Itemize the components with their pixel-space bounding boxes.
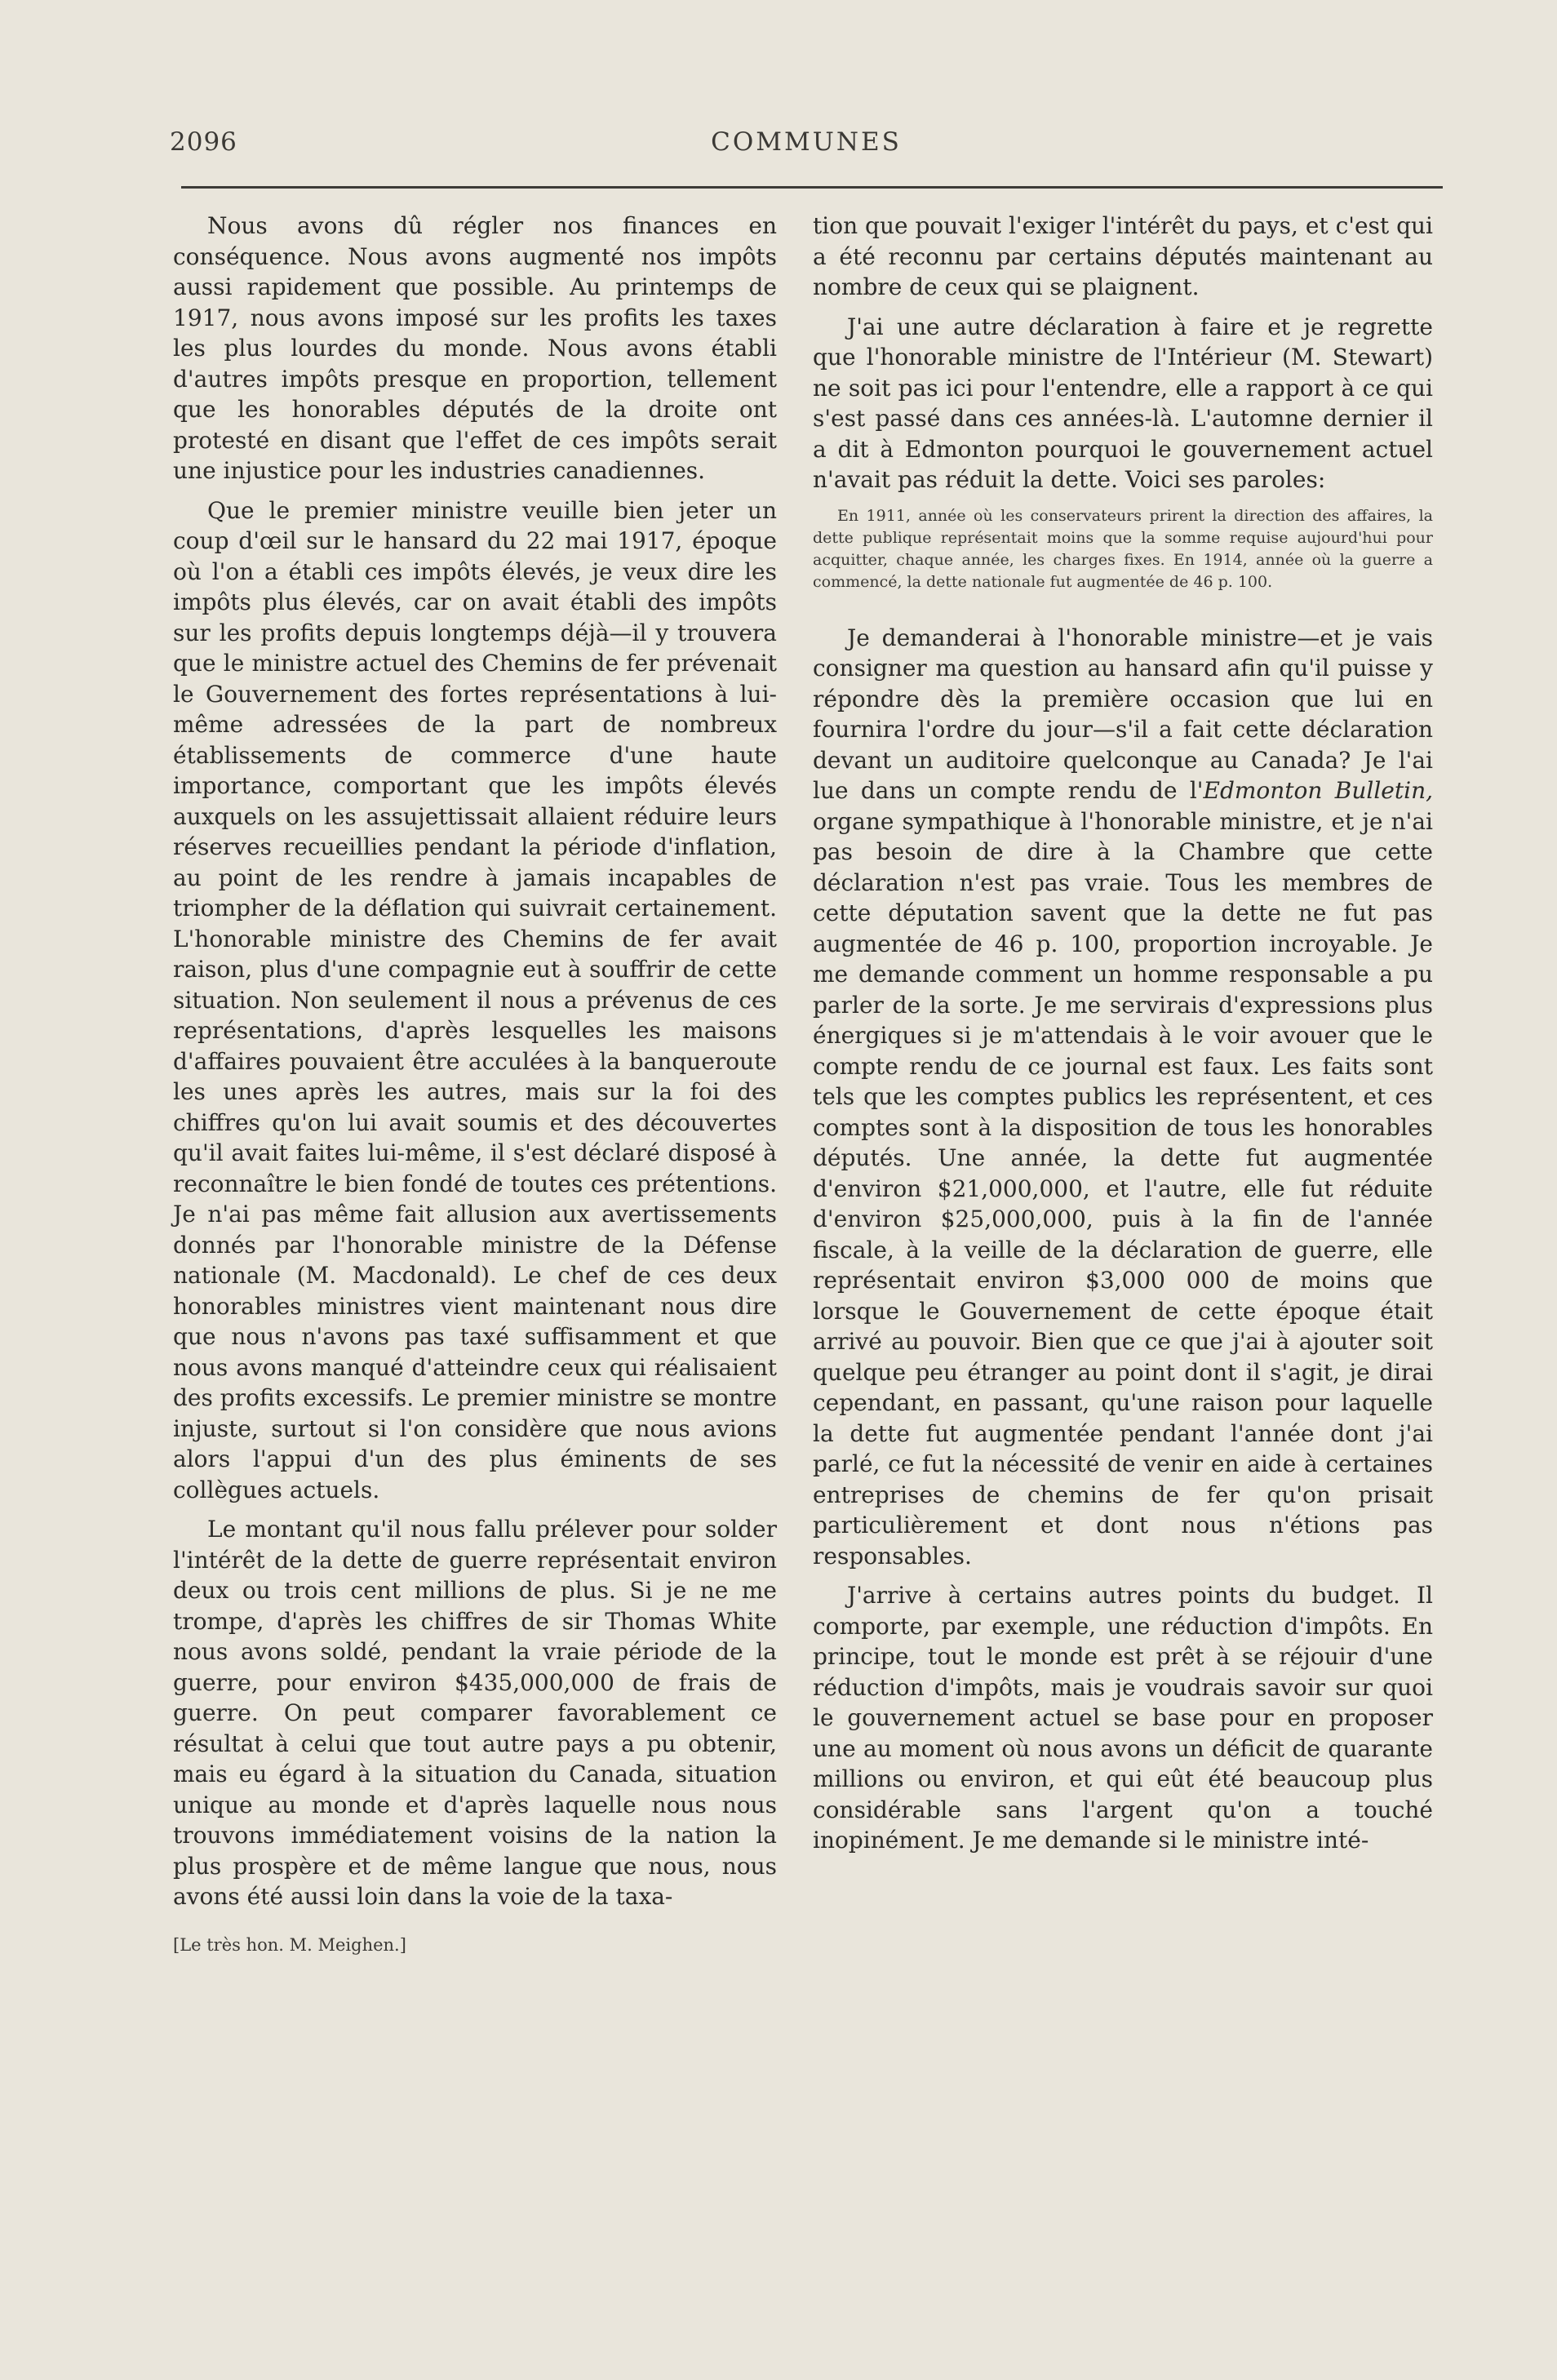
paragraph-text: organe sympathique à l'honorable ministre, et je n'ai pas besoin de dire à la Chambre que cette déclaration n'est pas vraie. Tous les membres de cette députation savent que la dette ne fut pas augmentée de 46 p. 100, proportion incroyable. Je me demande comment un homme responsable a pu parler de la sorte. Je me servirais d'expressions plus énergiques si je m'attendais à le voir avouer que le compte rendu de ce journal est faux. Les faits sont tels que les comptes publics les représentent, et ces comptes sont à la disposition de tous les honorables députés. Une année, la dette fut augmentée d'environ $21,000,000, et l'autre, elle fut réduite d'environ $25,000,000, puis à la fin de l'année fiscale, à la veille de la déclaration de guerre, elle représentait environ $3,000 000 de moins que lorsque le Gouvernement de cette époque était arrivé au pouvoir. Bien que ce que j'ai à ajouter soit quelque peu étranger au point dont il s'agit, je dirai cependant, en passant, qu'une raison pour laquelle la dette fut augmentée pendant l'année dont j'ai parlé, ce fut la nécessité de venir en aide à certaines entreprises de chemins de fer qu'on prisait particulièrement et dont nous n'étions pas responsables. <box>813 807 1433 1570</box>
paragraph: tion que pouvait l'exiger l'intérêt du pays, et c'est qui a été reconnu par certains députés maintenant au nombre de ceux qui se plaignent. <box>813 212 1433 300</box>
paragraph: Le montant qu'il nous fallu prélever pour solder l'intérêt de la dette de guerre représentait environ deux ou trois cent millions de plus. Si je ne me trompe, d'après les chiffres de sir Thomas White nous avons soldé, pendant la vraie période de la guerre, pour environ $435,000,000 de frais de guerre. On peut comparer favorablement ce résultat à celui que tout autre pays a pu obtenir, mais eu égard à la situation du Canada, situation unique au monde et d'après laquelle nous nous trouvons immédiatement voisins de la nation la plus prospère et de même langue que nous, nous avons été aussi loin dans la voie de la taxa- <box>173 1516 777 1910</box>
right-column <box>813 211 1433 1865</box>
paragraph-text: Je demanderai à l'honorable ministre—et je vais consigner ma question au hansard afin qu'il puisse y répondre dès la première occasion que lui en fournira l'ordre du jour—s'il a fait cette déclaration devant un auditoire quelconque au Canada? Je l'ai lue dans un compte rendu de l' <box>813 624 1433 804</box>
paragraph <box>813 623 1433 1572</box>
running-head: COMMUNES <box>711 127 902 157</box>
paragraph: Que le premier ministre veuille bien jeter un coup d'œil sur le hansard du 22 mai 1917, époque où l'on a établi ces impôts élevés, je veux dire les impôts plus élevés, car on avait établi des impôts sur les profits depuis longtemps déjà—il y trouvera que le ministre actuel des Chemins de fer prévenait le Gouvernement des fortes représentations à lui-même adressées de la part de nombreux établissements de commerce d'une haute importance, comportant que les impôts élevés auxquels on les assujettissait allaient réduire leurs réserves recueillies pendant la période d'inflation, au point de les rendre à jamais incapables de triompher de la déflation qui suivrait certainement. L'honorable ministre des Chemins de fer avait raison, plus d'une compagnie eut à souffrir de cette situation. Non seulement il nous a prévenus de ces représentations, d'après lesquelles les maisons d'affaires pouvaient être acculées à la banqueroute les unes après les autres, mais sur la foi des chiffres qu'on lui avait soumis et des découvertes qu'il avait faites lui-même, il s'est déclaré disposé à reconnaître le bien fondé de toutes ces prétentions. Je n'ai pas même fait allusion aux avertissements donnés par l'honorable ministre de la Défense nationale (M. Macdonald). Le chef de ces deux honorables ministres vient maintenant nous dire que nous n'avons pas taxé suffisamment et que nous avons manqué d'atteindre ceux qui réalisaient des profits excessifs. Le premier ministre se montre injuste, surtout si l'on considère que nous avions alors l'appui d'un des plus éminents de ses collègues actuels. <box>173 496 777 1503</box>
speaker-footnote: [Le très hon. M. Meighen.] <box>173 1934 406 1955</box>
paragraph: J'arrive à certains autres points du budget. Il comporte, par exemple, une réduction d'impôts. En principe, tout le monde est prêt à se réjouir d'une réduction d'impôts, mais je voudrais savoir sur quoi le gouvernement actuel se base pour en proposer une au moment où nous avons un déficit de quarante millions ou environ, et qui eût été beaucoup plus considérable sans l'argent qu'on a touché inopinément. Je me demande si le ministre inté- <box>813 1582 1433 1854</box>
paragraph: J'ai une autre déclaration à faire et je regrette que l'honorable ministre de l'Intérieur (M. Stewart) ne soit pas ici pour l'entendre, elle a rapport à ce qui s'est passé dans ces années-là. L'automne dernier il a dit à Edmonton pourquoi le gouvernement actuel n'avait pas réduit la dette. Voici ses paroles: <box>813 313 1433 493</box>
header-rule <box>181 186 1443 189</box>
page-number: 2096 <box>170 127 237 157</box>
page-header <box>170 127 1443 173</box>
paragraph: Nous avons dû régler nos finances en conséquence. Nous avons augmenté nos impôts aussi rapidement que possible. Au printemps de 1917, nous avons imposé sur les profits les taxes les plus lourdes du monde. Nous avons établi d'autres impôts presque en proportion, tellement que les honorables députés de la droite ont protesté en disant que l'effet de ces impôts serait une injustice pour les industries canadiennes. <box>173 212 777 484</box>
newspaper-title: Edmonton Bulletin, <box>1203 777 1433 804</box>
left-column <box>173 211 777 1956</box>
block-quote: En 1911, année où les conservateurs prirent la direction des affaires, la dette publique représentait moins que la somme requise aujourd'hui pour acquitter, chaque année, les charges fixes. En 1914, année où la guerre a commencé, la dette nationale fut augmentée de 46 p. 100. <box>813 506 1433 591</box>
